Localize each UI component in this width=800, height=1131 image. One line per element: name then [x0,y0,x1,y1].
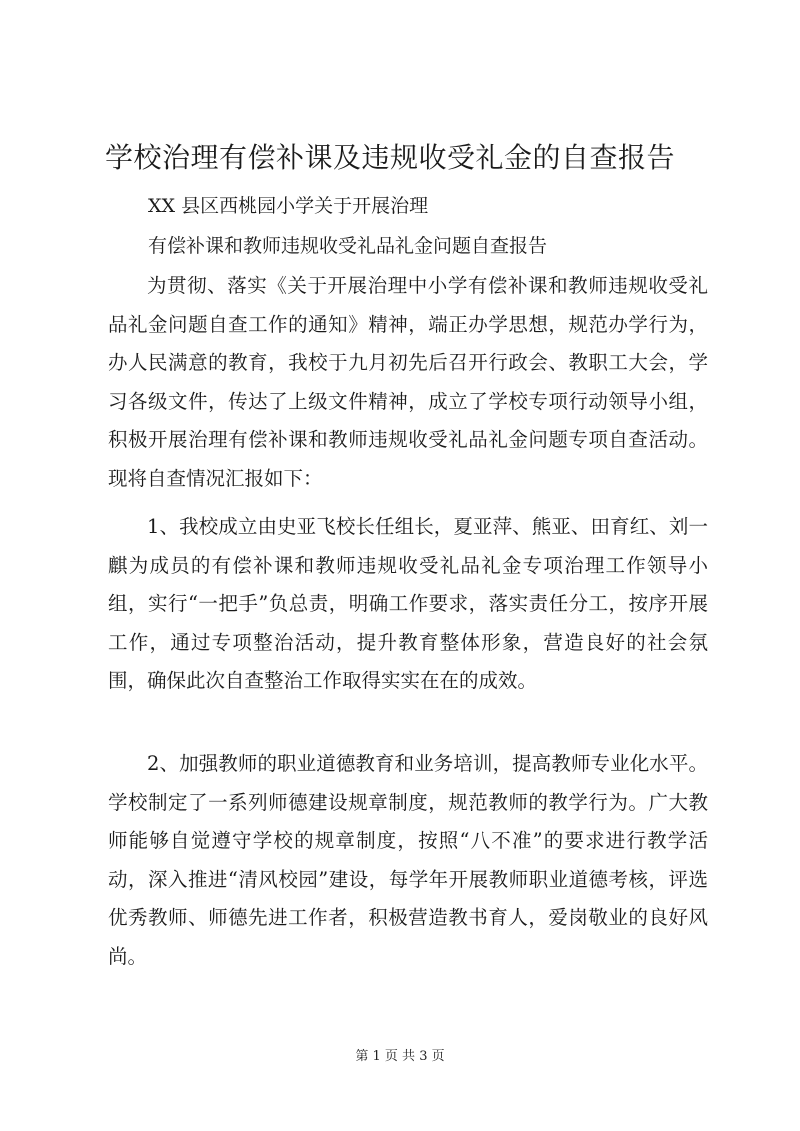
document-title: 学校治理有偿补课及违规收受礼金的自查报告 [105,141,676,174]
paragraph-intro: 为贯彻、落实《关于开展治理中小学有偿补课和教师违规收受礼品礼金问题自查工作的通知》精神，端正办学思想，规范办学行为，办人民满意的教育，我校于九月初先后召开行政会、教职工大会，学习各级文件，传达了上级文件精神，成立了学校专项行动领导小组，积极开展治理有偿补课和教师违规收受礼品礼金问题专项自查活动。现将自查情况汇报如下： [108,274,708,490]
paragraph-item-1: 1、我校成立由史亚飞校长任组长，夏亚萍、熊亚、田育红、刘一麒为成员的有偿补课和教师违规收受礼品礼金专项治理工作领导小组，实行“一把手”负总责，明确工作要求，落实责任分工，按序开展工作，通过专项整治活动，提升教育整体形象，营造良好的社会氛围，确保此次自查整治工作取得实实在在的成效。 [108,515,708,692]
subtitle-line-2: 有偿补课和教师违规收受礼品礼金问题自查报告 [148,235,548,257]
page-footer: 第 1 页 共 3 页 [355,1049,445,1064]
subtitle-line-1: XX 县区西桃园小学关于开展治理 [148,195,429,217]
paragraph-item-2: 2、加强教师的职业道德教育和业务培训，提高教师专业化水平。学校制定了一系列师德建设规章制度，规范教师的教学行为。广大教师能够自觉遵守学校的规章制度，按照“八不准”的要求进行教学活动，深入推进“清风校园”建设，每学年开展教师职业道德考核，评选优秀教师、师德先进工作者，积极营造教书育人，爱岗敬业的良好风尚。 [108,752,708,968]
